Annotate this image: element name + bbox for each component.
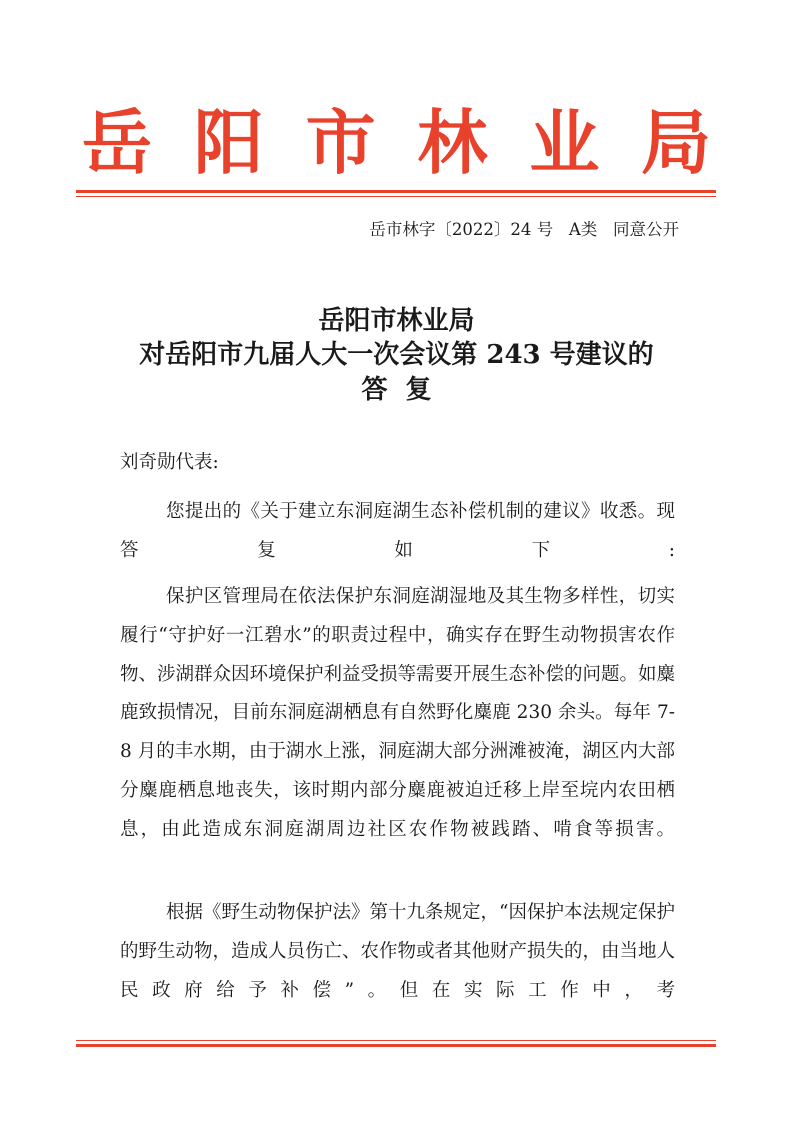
footer-rule-thin <box>76 1040 716 1041</box>
masthead-char: 市 <box>305 101 376 184</box>
body-paragraph: 根据《野生动物保护法》第十九条规定，“因保护本法规定保护的野生动物，造成人员伤亡、农作物或者其他财产损失的，由当地人民政府给予补偿”。但在实际工作中，考 <box>120 902 676 1001</box>
footer-rule-thick <box>76 1044 716 1047</box>
body-paragraph: 您提出的《关于建立东洞庭湖生态补偿机制的建议》收悉。现答复如下: <box>120 501 675 561</box>
header-rule-thick <box>76 190 716 193</box>
agency-masthead <box>80 100 713 186</box>
masthead-char: 阳 <box>193 101 264 184</box>
title-line-1: 岳阳市林业局 <box>318 306 475 336</box>
body-paragraph: 保护区管理局在依法保护东洞庭湖湿地及其生物多样性，切实履行“守护好一江碧水”的职责过程中，确实存在野生动物损害农作物、涉湖群众因环境保护利益受损等需要开展生态补偿的问题。如麋鹿致损情况，目前东洞庭湖栖息有自然野化麋鹿 230 余头。每年 7-8 月的丰水期，由于湖水上涨，洞庭湖大部分洲滩被淹，湖区内大部分麋鹿栖息地丧失，该时期内部分麋鹿被迫迁移上岸至垸内农田栖息，由此造成东洞庭湖周边社区农作物被践踏、啃食等损害。 <box>120 586 676 840</box>
masthead-char: 业 <box>529 101 600 184</box>
title-line-3: 答 复 <box>361 375 432 405</box>
salutation: 刘奇勋代表: <box>120 452 219 473</box>
masthead-char: 岳 <box>82 101 152 184</box>
masthead-char: 林 <box>417 101 488 184</box>
title-line-2: 对岳阳市九届人大一次会议第 243 号建议的 <box>139 340 654 370</box>
header-rule-thin <box>76 196 716 197</box>
masthead-char: 局 <box>640 101 711 184</box>
document-number: 岳市林字〔2022〕24 号 A类 同意公开 <box>369 220 679 239</box>
